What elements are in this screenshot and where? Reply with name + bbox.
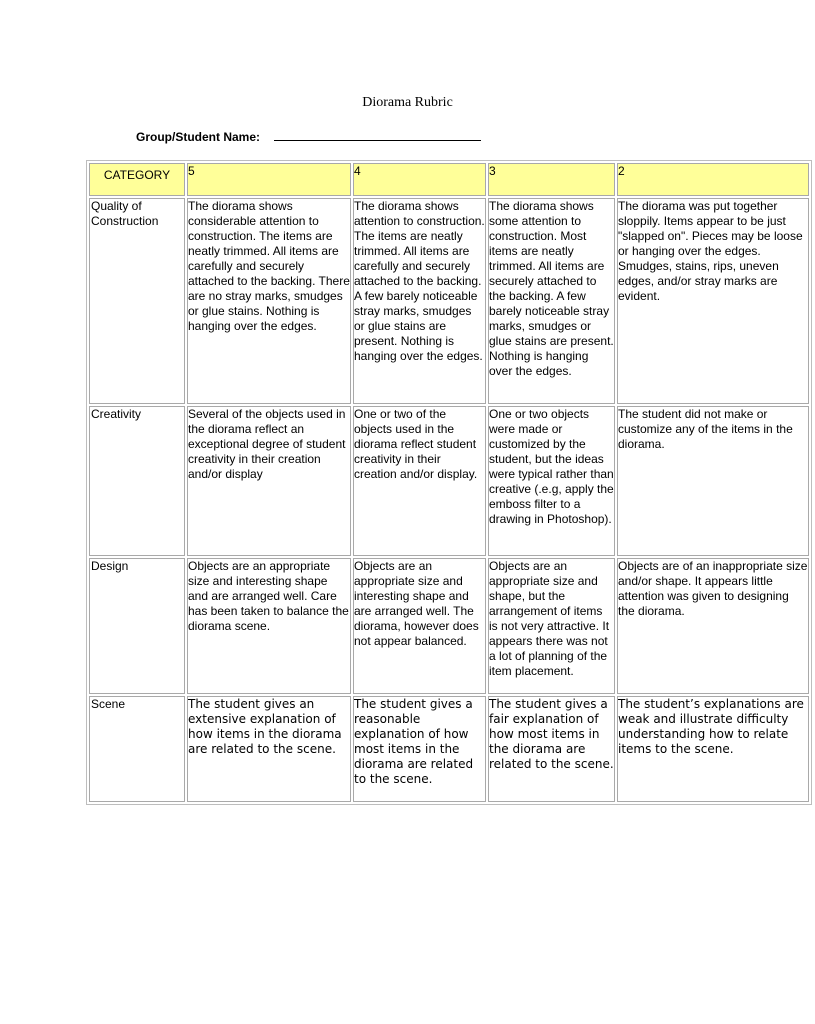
- descriptor-cell: Objects are an appropriate size and interesting shape and are arranged well. The diorama, however does not appear balanced.: [353, 558, 486, 694]
- descriptor-cell: The student gives a reasonable explanation of how most items in the diorama are related to the scene.: [353, 696, 486, 802]
- header-score-5: 5: [187, 163, 351, 196]
- descriptor-cell: Objects are of an inappropriate size and/or shape. It appears little attention was given to designing the diorama.: [617, 558, 809, 694]
- header-category: CATEGORY: [89, 163, 185, 196]
- student-name-label: Group/Student Name:: [136, 130, 261, 144]
- descriptor-cell: The diorama shows attention to construction. The items are neatly trimmed. All items are carefully and securely attached to the backing. A few barely noticeable stray marks, smudges or glue stains are present. Nothing is hanging over the edges.: [353, 198, 486, 404]
- descriptor-cell: The diorama was put together sloppily. Items appear to be just "slapped on". Pieces may be loose or hanging over the edges. Smudges, stains, rips, uneven edges, and/or stray marks are evident.: [617, 198, 809, 404]
- descriptor-cell: Several of the objects used in the diorama reflect an exceptional degree of student creativity in their creation and/or display: [187, 406, 351, 556]
- descriptor-cell: The student did not make or customize any of the items in the diorama.: [617, 406, 809, 556]
- rubric-row-creativity: [89, 406, 809, 556]
- document-title: Diorama Rubric: [362, 95, 453, 110]
- descriptor-cell: The diorama shows some attention to construction. Most items are neatly trimmed. All items are securely attached to the backing. A few barely noticeable stray marks, smudges or glue stains are present. Nothing is hanging over the edges.: [488, 198, 615, 404]
- descriptor-cell: Objects are an appropriate size and shape, but the arrangement of items is not very attractive. It appears there was not a lot of planning of the item placement.: [488, 558, 615, 694]
- descriptor-cell: One or two objects were made or customized by the student, but the ideas were typical rather than creative (.e.g, apply the emboss filter to a drawing in Photoshop).: [488, 406, 615, 556]
- descriptor-cell: The student gives an extensive explanation of how items in the diorama are related to the scene.: [187, 696, 351, 802]
- descriptor-cell: One or two of the objects used in the diorama reflect student creativity in their creation and/or display.: [353, 406, 486, 556]
- header-score-4: 4: [353, 163, 486, 196]
- student-name-blank-line: [274, 130, 481, 141]
- descriptor-cell: The student’s explanations are weak and illustrate difficulty understanding how to relate items to the scene.: [617, 696, 809, 802]
- rubric-table: [86, 160, 812, 805]
- student-name-row: [136, 130, 481, 144]
- criterion-scene: Scene: [89, 696, 185, 802]
- header-score-2: 2: [617, 163, 809, 196]
- rubric-row-quality-of-construction: [89, 198, 809, 404]
- criterion-creativity: Creativity: [89, 406, 185, 556]
- rubric-header-row: [89, 163, 809, 196]
- rubric-row-scene: [89, 696, 809, 802]
- descriptor-cell: The diorama shows considerable attention to construction. The items are neatly trimmed. All items are carefully and securely attached to the backing. There are no stray marks, smudges or glue stains. Nothing is hanging over the edges.: [187, 198, 351, 404]
- rubric-row-design: [89, 558, 809, 694]
- criterion-design: Design: [89, 558, 185, 694]
- criterion-quality-of-construction: Quality of Construction: [89, 198, 185, 404]
- header-score-3: 3: [488, 163, 615, 196]
- descriptor-cell: Objects are an appropriate size and interesting shape and are arranged well. Care has been taken to balance the diorama scene.: [187, 558, 351, 694]
- descriptor-cell: The student gives a fair explanation of how most items in the diorama are related to the scene.: [488, 696, 615, 802]
